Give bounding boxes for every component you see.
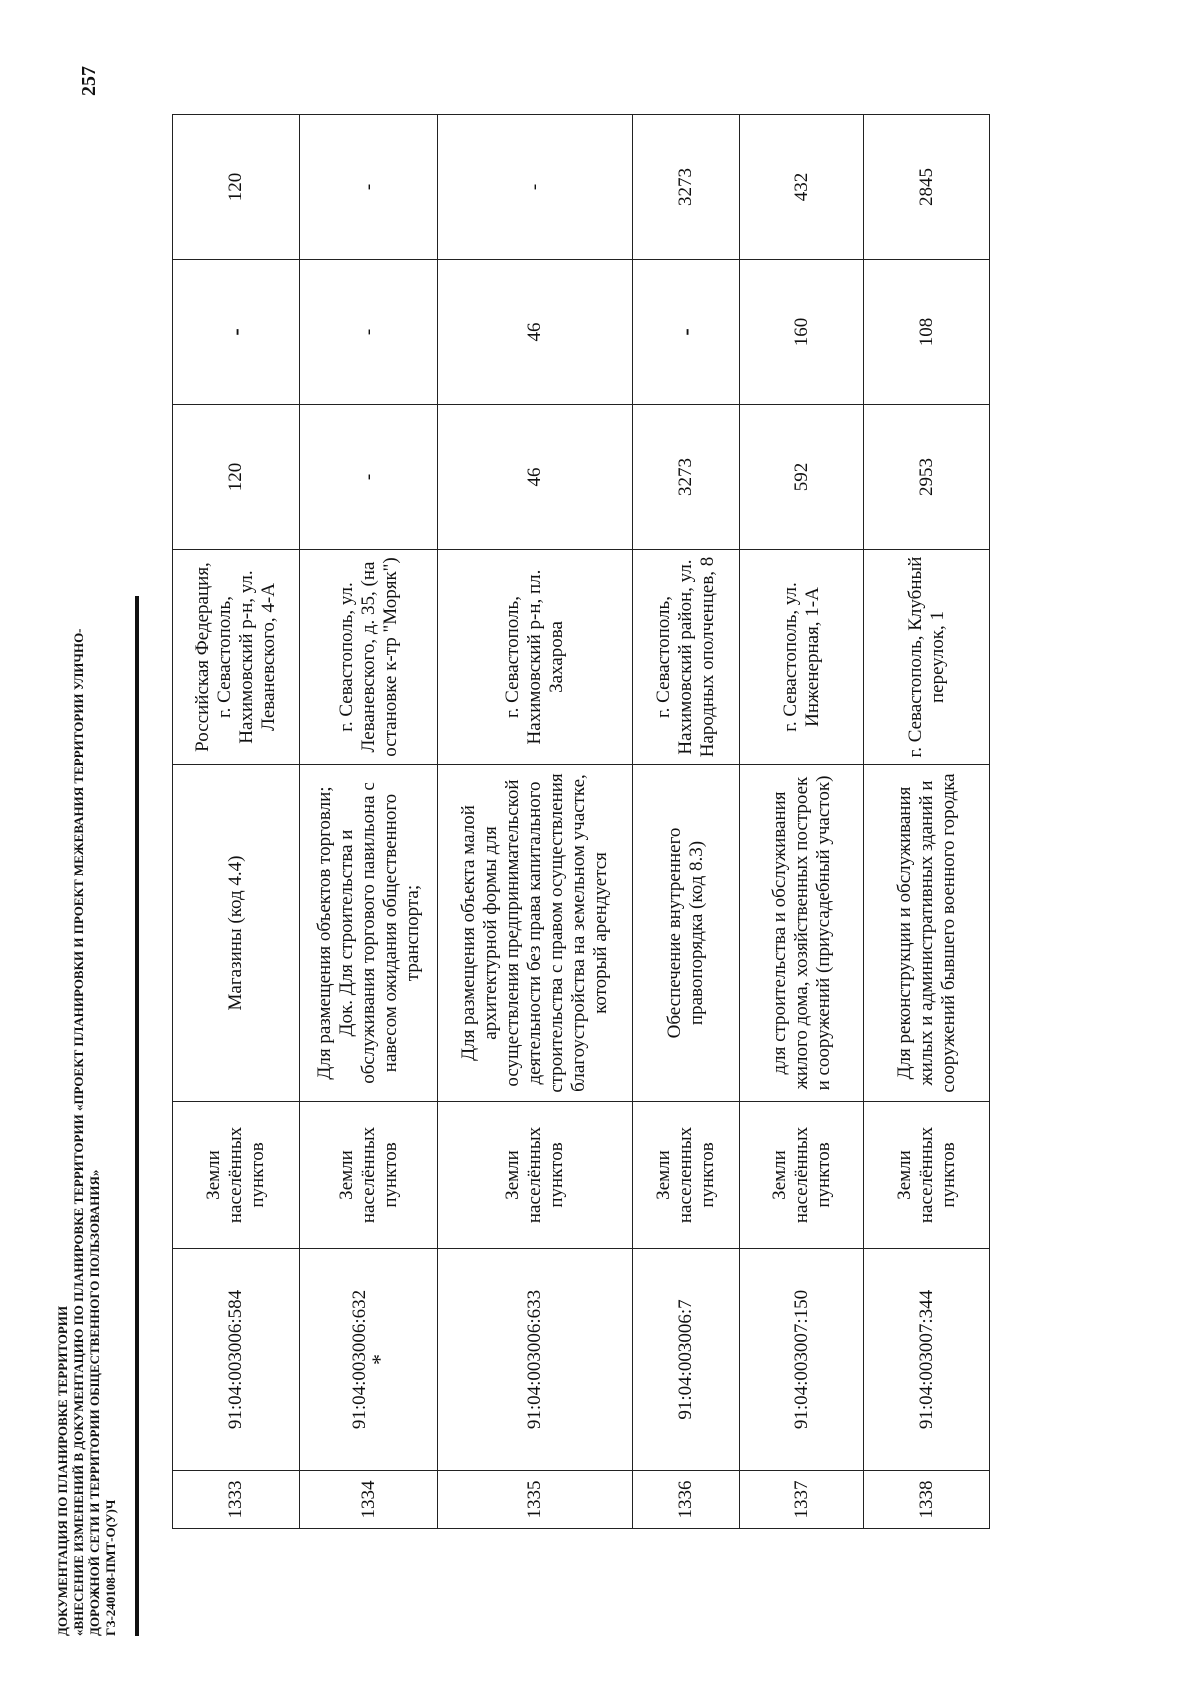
address: г. Севастополь, Нахимовский р-н, пл. Захарова [438,550,633,765]
land-plots-table [172,114,990,1529]
row-number: 1337 [740,1471,864,1529]
land-category: Земли населённых пунктов [438,1102,633,1249]
row-number: 1336 [633,1471,740,1529]
header-line-3: ДОРОЖНОЙ СЕТИ И ТЕРРИТОРИИ ОБЩЕСТВЕННОГО ПОЛЬЗОВАНИЯ» [87,1169,102,1636]
address: г. Севастополь, ул. Леваневского, д. 35, (на остановке к-тр "Моряк") [300,550,438,765]
area-total: 3273 [633,405,740,550]
area-total: 2953 [864,405,990,550]
document-header [55,586,119,1636]
row-number: 1335 [438,1471,633,1529]
area-remaining: 2845 [864,115,990,260]
land-category: Земли населённых пунктов [740,1102,864,1249]
cadastral-number: 91:04:003007:150 [740,1249,864,1471]
area-affected: - [173,260,300,405]
area-total: - [300,405,438,550]
cadastral-cell [300,1249,438,1471]
land-category: Земли населённых пунктов [300,1102,438,1249]
area-remaining: - [438,115,633,260]
address: г. Севастополь, ул. Инженерная, 1-А [740,550,864,765]
area-remaining: 3273 [633,115,740,260]
address: г. Севастополь, Клубный переулок, 1 [864,550,990,765]
table-row [300,115,438,1529]
row-number: 1334 [300,1471,438,1529]
land-category: Земли населённых пунктов [864,1102,990,1249]
area-affected: - [633,260,740,405]
table-row [438,115,633,1529]
row-number: 1338 [864,1471,990,1529]
cadastral-number: 91:04:003006:633 [438,1249,633,1471]
permitted-use: для строительства и обслуживания жилого дома, хозяйственных построек и сооружений (приусадебный участок) [740,765,864,1102]
area-affected: 108 [864,260,990,405]
table-row [173,115,300,1529]
cadastral-note-mark: * [366,1354,392,1365]
land-category: Земли населенных пунктов [633,1102,740,1249]
area-total: 46 [438,405,633,550]
area-affected: 160 [740,260,864,405]
area-total: 120 [173,405,300,550]
permitted-use: Магазины (код 4.4) [173,765,300,1102]
cadastral-number: 91:04:003006:632 [348,1289,370,1430]
header-line-1: ДОКУМЕНТАЦИЯ ПО ПЛАНИРОВКЕ ТЕРРИТОРИИ [55,1305,70,1636]
address: г. Севастополь, Нахимовский район, ул. Народных ополченцев, 8 [633,550,740,765]
permitted-use: Обеспечение внутреннего правопорядка (код 8.3) [633,765,740,1102]
area-remaining: 432 [740,115,864,260]
row-number: 1333 [173,1471,300,1529]
area-remaining: 120 [173,115,300,260]
table-row [633,115,740,1529]
permitted-use: Для размещения объектов торговли; Док. Для строительства и обслуживания торгового павильона с навесом ожидания общественного транспорта; [300,765,438,1102]
permitted-use: Для размещения объекта малой архитектурной формы для осуществления предпринимательской деятельности без права капитального строительства с правом осуществления благоустройства на земельном участке, который арендуется [438,765,633,1102]
address: Российская Федерация, г. Севастополь, Нахимовский р-н, ул. Леваневского, 4-А [173,550,300,765]
cadastral-number: 91:04:003006:7 [633,1249,740,1471]
cadastral-number: 91:04:003007:344 [864,1249,990,1471]
permitted-use: Для реконструкции и обслуживания жилых и административных зданий и сооружений бывшего военного городка [864,765,990,1102]
area-total: 592 [740,405,864,550]
area-affected: 46 [438,260,633,405]
header-line-4: ГЗ-240108-ПМТ-О(У)Ч [103,1499,118,1636]
area-affected: - [300,260,438,405]
page-number: 257 [78,66,100,96]
land-category: Земли населённых пунктов [173,1102,300,1249]
table-row [864,115,990,1529]
header-rule [135,596,139,1636]
area-remaining: - [300,115,438,260]
table-row [740,115,864,1529]
header-line-2: «ВНЕСЕНИЕ ИЗМЕНЕНИЙ В ДОКУМЕНТАЦИЮ ПО ПЛАНИРОВКЕ ТЕРРИТОРИИ «ПРОЕКТ ПЛАНИРОВКИ И ПРОЕКТ МЕЖЕВАНИЯ ТЕРРИТОРИИ УЛИЧНО- [71,628,86,1636]
cadastral-number: 91:04:003006:584 [173,1249,300,1471]
